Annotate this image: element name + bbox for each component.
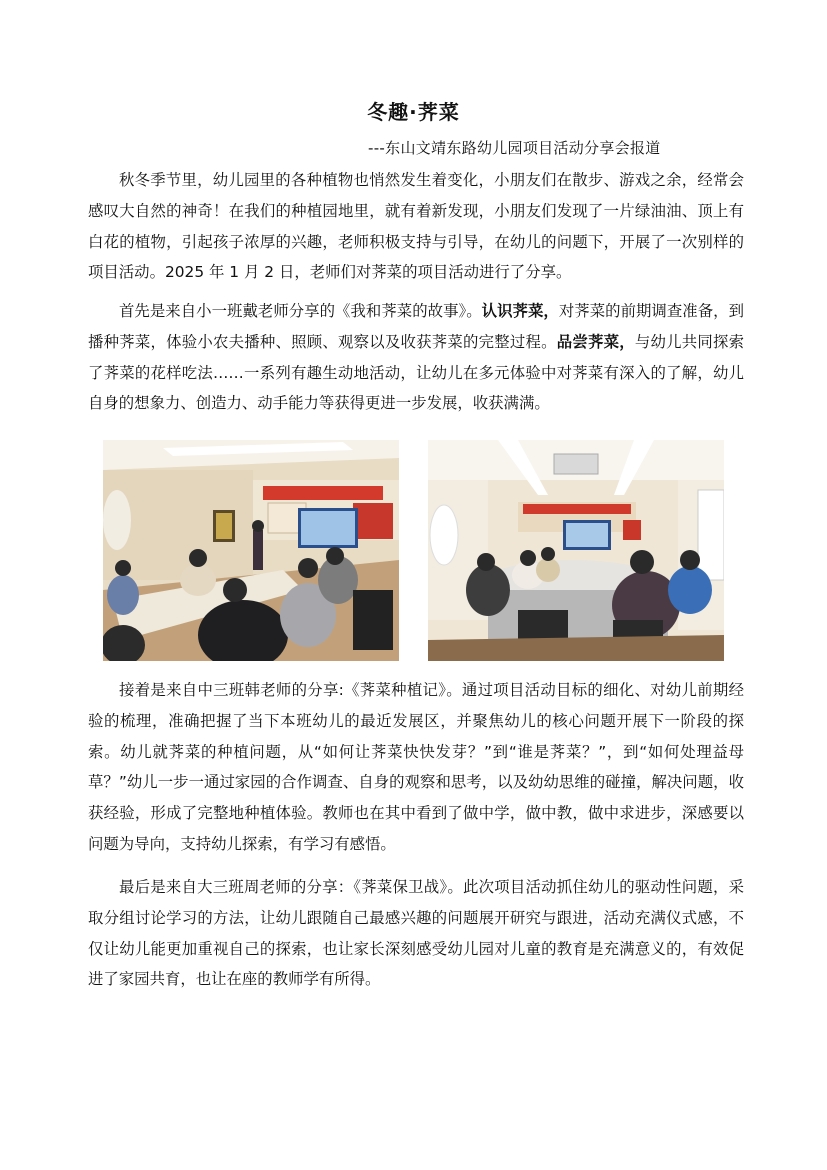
bold-heading-taste: 品尝荠菜， [556,332,635,351]
meeting-photo-left [103,440,399,661]
paragraph-text: 首先是来自小一班戴老师分享的《我和荠菜的故事》。 [119,302,482,320]
paragraph-class-large-three: 最后是来自大三班周老师的分享：《荠菜保卫战》。此次项目活动抓住幼儿的驱动性问题，采取分组讨论学习的方法，让幼儿跟随自己最感兴趣的问题展开研究与跟进，活动充满仪式感，不仅让幼儿能更加重视自己的探索，也让家长深刻感受幼儿园对儿童的教育是充满意义的，有效促进了家园共育，也让在座的教师学有所得。 [88,878,744,989]
document-subtitle: ---东山文靖东路幼儿园项目活动分享会报道 [368,139,661,157]
paragraph-class-small-one [88,296,744,419]
document-title: 冬趣·荠菜 [367,100,460,124]
meeting-photo-right [428,440,724,661]
paragraph-intro: 秋冬季节里，幼儿园里的各种植物也悄然发生着变化，小朋友们在散步、游戏之余，经常会感叹大自然的神奇！在我们的种植园地里，就有着新发现，小朋友们发现了一片绿油油、顶上有白花的植物，引起孩子浓厚的兴趣，老师积极支持与引导，在幼儿的问题下，开展了一次别样的项目活动。2025 年 1 月 2 日，老师们对荠菜的项目活动进行了分享。 [88,171,744,282]
bold-heading-recognize: 认识荠菜， [481,302,559,320]
paragraph-text: 对荠菜的前期调查准备，到播种荠菜，体验小农夫播种、照顾、观察以及收获荠菜的完整过程。 [88,302,744,351]
paragraph-text: 与幼儿共同探索了荠菜的花样吃法……一系列有趣生动地活动，让幼儿在多元体验中对荠菜有深入的了解，幼儿自身的想象力、创造力、动手能力等获得更进一步发展，收获满满。 [88,332,744,413]
paragraph-class-middle-three: 接着是来自中三班韩老师的分享:《荠菜种植记》。通过项目活动目标的细化、对幼儿前期经验的梳理，准确把握了当下本班幼儿的最近发展区，并聚焦幼儿的核心问题开展下一阶段的探索。幼儿就荠菜的种植问题，从“如何让荠菜快快发芽？”到“谁是荠菜？”，到“如何处理益母草？”幼儿一步一通过家园的合作调查、自身的观察和思考，以及幼幼思维的碰撞，解决问题，收获经验，形成了完整地种植体验。教师也在其中看到了做中学，做中教，做中求进步，深感要以问题为导向，支持幼儿探索，有学习有感悟。 [88,681,744,853]
